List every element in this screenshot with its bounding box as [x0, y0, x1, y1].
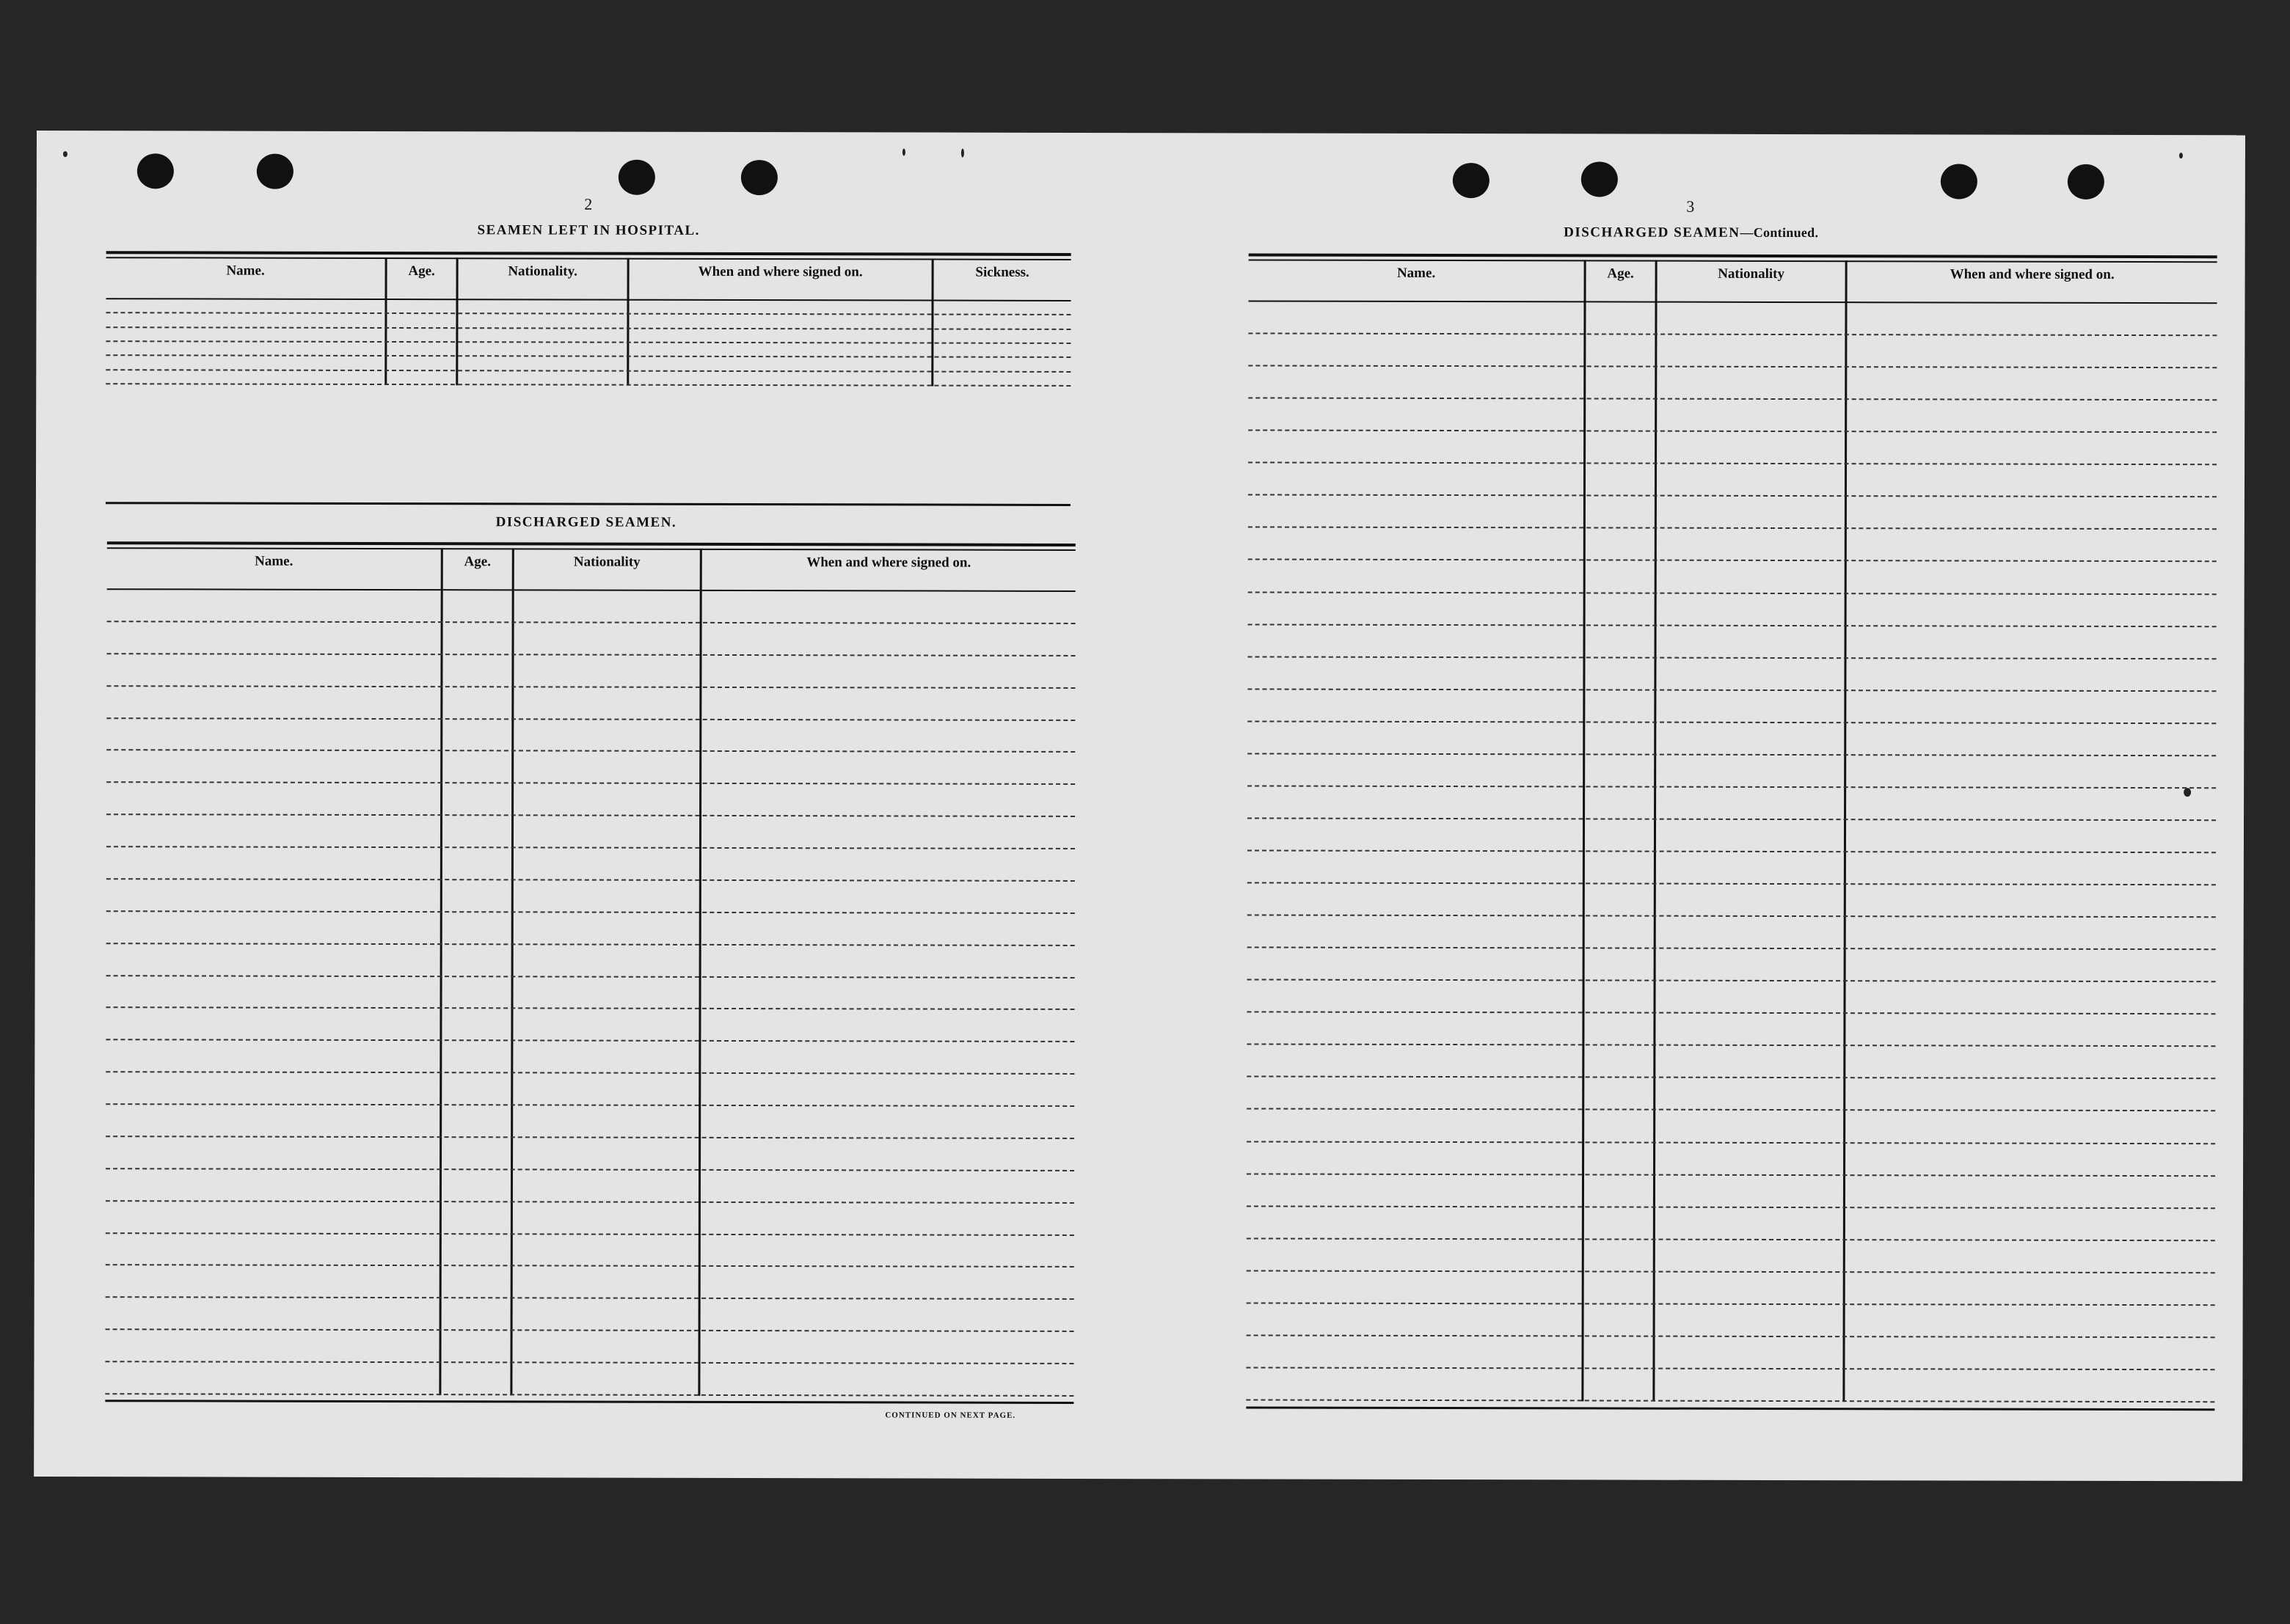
blank-entry-line — [1248, 332, 2217, 336]
blank-entry-line — [1247, 1302, 2215, 1306]
title-main: DISCHARGED SEAMEN — [1564, 224, 1740, 241]
blank-entry-line — [1247, 785, 2216, 789]
column-header-name: Name. — [255, 553, 293, 569]
blank-entry-line — [106, 1168, 1074, 1171]
blank-entry-line — [1247, 753, 2216, 756]
blank-entry-line — [1248, 429, 2217, 433]
column-header-sickness: Sickness. — [975, 264, 1029, 280]
hospital-row-lines — [106, 299, 1071, 387]
blank-entry-line — [1247, 1270, 2215, 1273]
blank-entry-line — [107, 653, 1076, 656]
column-header-signed-on: When and where signed on. — [1950, 266, 2115, 282]
column-header-name: Name. — [1396, 265, 1436, 281]
column-header-age: Age. — [408, 263, 435, 279]
blank-entry-line — [106, 1103, 1074, 1107]
hospital-table — [106, 251, 1071, 387]
blank-entry-line — [106, 846, 1075, 849]
blank-entry-line — [106, 326, 1071, 330]
blank-entry-line — [1248, 623, 2217, 627]
blank-entry-line — [1247, 817, 2216, 821]
blank-entry-line — [106, 1135, 1074, 1139]
column-header-age: Age. — [464, 554, 491, 570]
blank-entry-line — [106, 878, 1075, 882]
blank-entry-line — [106, 1296, 1074, 1300]
column-header-nationality: Nationality. — [508, 263, 577, 279]
blank-entry-line — [1247, 1334, 2215, 1338]
page-number: 2 — [584, 194, 593, 213]
blank-entry-line — [1248, 397, 2217, 400]
column-header-nationality: Nationality — [1718, 266, 1785, 282]
blank-entry-line — [1248, 461, 2217, 465]
column-header-signed-on: When and where signed on. — [806, 555, 971, 571]
discharged-section-title: DISCHARGED SEAMEN. — [495, 514, 677, 530]
blank-entry-line — [106, 749, 1075, 753]
blank-entry-line — [106, 781, 1075, 785]
blank-entry-line — [106, 685, 1075, 689]
discharged-continued-title — [1534, 224, 1849, 241]
blank-entry-line — [1247, 688, 2216, 692]
left-page — [34, 131, 1137, 1479]
column-header-nationality: Nationality — [573, 554, 641, 570]
blank-entry-line — [106, 717, 1075, 721]
blank-entry-line — [106, 369, 1071, 373]
blank-entry-line — [106, 1071, 1074, 1075]
blank-entry-line — [1246, 1367, 2214, 1370]
blank-entry-line — [105, 1393, 1073, 1397]
blank-entry-line — [1247, 1237, 2215, 1241]
blank-entry-line — [1247, 1173, 2215, 1177]
blank-entry-line — [1247, 1043, 2215, 1047]
blank-entry-line — [106, 943, 1075, 946]
blank-entry-line — [1247, 1108, 2215, 1111]
blank-entry-line — [106, 975, 1075, 979]
blank-entry-line — [1248, 494, 2217, 497]
ledger-sheet — [34, 131, 2245, 1481]
section-divider — [106, 502, 1071, 506]
blank-entry-line — [1248, 591, 2217, 595]
blank-entry-line — [106, 910, 1075, 914]
blank-entry-line — [106, 813, 1075, 817]
blank-entry-line — [1247, 720, 2216, 724]
blank-entry-line — [1246, 1399, 2214, 1402]
blank-entry-line — [106, 383, 1071, 387]
blank-entry-line — [106, 1039, 1074, 1042]
blank-entry-line — [106, 1232, 1074, 1236]
blank-entry-line — [1247, 656, 2216, 659]
blank-entry-line — [1247, 1075, 2215, 1079]
blank-entry-line — [106, 1006, 1074, 1010]
blank-entry-line — [107, 621, 1076, 624]
blank-entry-line — [106, 1328, 1074, 1332]
column-header-name: Name. — [226, 263, 265, 279]
blank-entry-line — [1248, 526, 2217, 530]
right-page — [1134, 133, 2245, 1481]
blank-entry-line — [1247, 914, 2216, 918]
blank-entry-line — [106, 312, 1071, 315]
blank-entry-line — [1248, 365, 2217, 368]
blank-entry-line — [106, 1264, 1074, 1268]
column-header-signed-on: When and where signed on. — [698, 263, 863, 280]
blank-entry-line — [106, 1200, 1074, 1204]
discharged-table — [105, 541, 1075, 1409]
continued-note: CONTINUED ON NEXT PAGE. — [885, 1411, 1016, 1420]
blank-entry-line — [1247, 979, 2216, 982]
blank-entry-line — [1247, 849, 2216, 853]
blank-entry-line — [1248, 558, 2217, 562]
blank-entry-line — [106, 354, 1071, 358]
blank-entry-line — [1247, 946, 2216, 950]
discharged-continued-table — [1246, 253, 2217, 1411]
blank-entry-line — [1247, 1205, 2215, 1209]
page-number: 3 — [1686, 197, 1695, 216]
column-header-age: Age. — [1607, 266, 1634, 282]
discharged-row-lines — [105, 590, 1075, 1397]
blank-entry-line — [106, 340, 1071, 344]
blank-entry-line — [1247, 1011, 2215, 1014]
title-suffix: —Continued. — [1740, 224, 1819, 241]
blank-entry-line — [1247, 1141, 2215, 1144]
hospital-section-title: SEAMEN LEFT IN HOSPITAL. — [477, 222, 700, 238]
blank-entry-line — [105, 1361, 1073, 1364]
blank-entry-line — [1247, 882, 2216, 885]
discharged-continued-row-lines — [1246, 301, 2217, 1402]
